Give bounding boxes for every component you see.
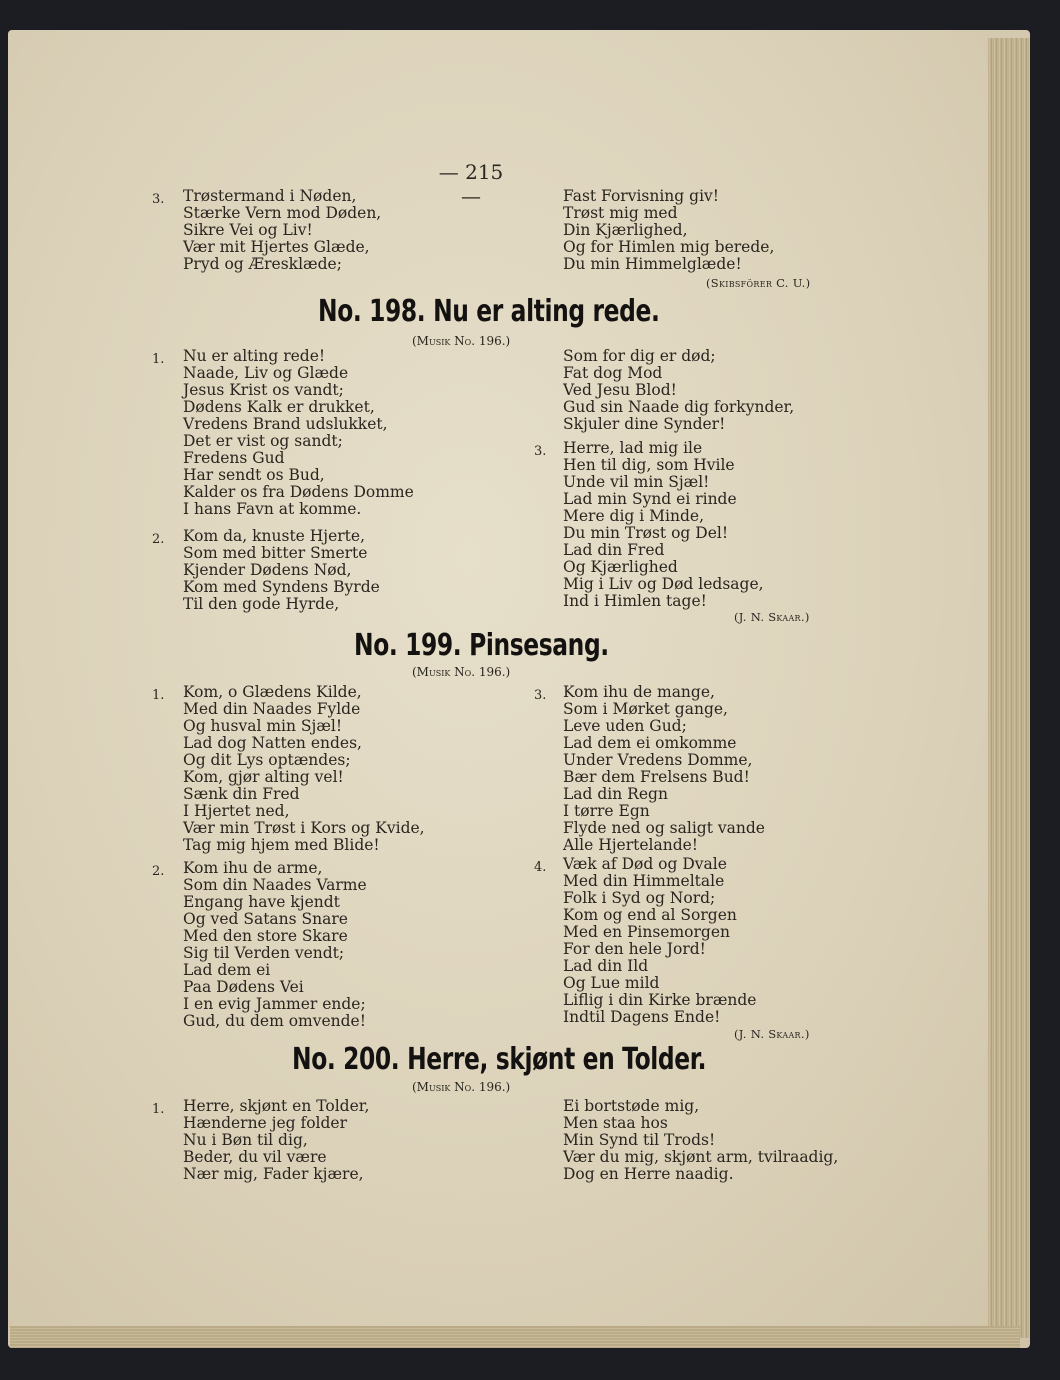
verse-line: Tag mig hjem med Blide! — [183, 836, 380, 854]
verse-line: Leve uden Gud; — [563, 717, 687, 735]
verse-line: Skjuler dine Synder! — [563, 415, 726, 433]
verse-line: Kjender Dødens Nød, — [183, 561, 352, 579]
verse-line: Folk i Syd og Nord; — [563, 889, 716, 907]
verse-line: Som din Naades Varme — [183, 876, 367, 894]
verse-line: Min Synd til Trods! — [563, 1131, 716, 1149]
verse-line: Ei bortstøde mig, — [563, 1097, 700, 1115]
verse-line: I en evig Jammer ende; — [183, 995, 366, 1013]
verse-line: Sig til Verden vendt; — [183, 944, 345, 962]
verse-line: Du min Himmelglæde! — [563, 255, 742, 273]
verse-line: Kalder os fra Dødens Domme — [183, 483, 414, 501]
prev-hymn-right-column — [563, 188, 774, 273]
verse-line: Nær mig, Fader kjære, — [183, 1165, 364, 1183]
hymn-title: No. 199. Pinsesang. — [354, 628, 609, 663]
verse-line: Kom ihu de mange, — [563, 683, 715, 701]
verse-line: Kom med Syndens Byrde — [183, 578, 380, 596]
verse-line: Dødens Kalk er drukket, — [183, 398, 375, 416]
verse-line: Dog en Herre naadig. — [563, 1165, 734, 1183]
verse-line: Har sendt os Bud, — [183, 466, 325, 484]
verse-number: 2. — [152, 532, 165, 547]
verse-number: 3. — [152, 192, 165, 207]
verse-line: Bær dem Frelsens Bud! — [563, 768, 750, 786]
verse-line: Lad dem ei omkomme — [563, 734, 737, 752]
verse-line: Kom da, knuste Hjerte, — [183, 527, 366, 545]
hymn198-verse1 — [183, 348, 414, 518]
hymn199-verse4 — [563, 856, 757, 1026]
attribution: (J. N. Skaar.) — [734, 610, 810, 624]
page-number: — 215 — — [438, 160, 504, 208]
hymn-title: No. 198. Nu er alting rede. — [318, 294, 660, 329]
verse-line: Nu i Bøn til dig, — [183, 1131, 308, 1149]
verse-line: Og for Himlen mig berede, — [563, 238, 775, 256]
music-reference: (Musik No. 196.) — [412, 334, 511, 348]
verse-number: 1. — [152, 352, 165, 367]
verse-line: Fast Forvisning giv! — [563, 187, 720, 205]
hymn199-verse1 — [183, 684, 425, 854]
verse-line: For den hele Jord! — [563, 940, 706, 958]
hymn200-verse1 — [183, 1098, 369, 1183]
verse-line: Pryd og Æresklæde; — [183, 255, 342, 273]
prev-hymn-left-column — [183, 188, 381, 273]
verse-line: Mere dig i Minde, — [563, 507, 704, 525]
attribution: (Skibsförer C. U.) — [706, 276, 811, 290]
attribution: (J. N. Skaar.) — [734, 1027, 810, 1041]
verse-line: Gud sin Naade dig forkynder, — [563, 398, 795, 416]
verse-line: Med den store Skare — [183, 927, 348, 945]
verse-line: Det er vist og sandt; — [183, 432, 343, 450]
verse-line: Indtil Dagens Ende! — [563, 1008, 721, 1026]
verse-line: Væk af Død og Dvale — [563, 855, 727, 873]
verse-line: Ind i Himlen tage! — [563, 592, 707, 610]
verse-line: Som med bitter Smerte — [183, 544, 368, 562]
verse-number: 4. — [534, 860, 547, 875]
verse-line: Mig i Liv og Død ledsage, — [563, 575, 764, 593]
verse-number: 3. — [534, 444, 547, 459]
verse-line: Og Lue mild — [563, 974, 660, 992]
verse-line: Din Kjærlighed, — [563, 221, 688, 239]
verse-line: Paa Dødens Vei — [183, 978, 304, 996]
verse-line: Og dit Lys optændes; — [183, 751, 351, 769]
verse-line: Beder, du vil være — [183, 1148, 327, 1166]
verse-line: Gud, du dem omvende! — [183, 1012, 366, 1030]
verse-line: I hans Favn at komme. — [183, 500, 362, 518]
verse-line: Jesus Krist os vandt; — [183, 381, 344, 399]
music-reference: (Musik No. 196.) — [412, 1080, 511, 1094]
verse-line: Hen til dig, som Hvile — [563, 456, 735, 474]
hymn-title: No. 200. Herre, skjønt en Tolder. — [292, 1042, 707, 1077]
verse-line: Sænk din Fred — [183, 785, 300, 803]
verse-line: Lad min Synd ei rinde — [563, 490, 737, 508]
verse-line: Og Kjærlighed — [563, 558, 678, 576]
verse-line: Og husval min Sjæl! — [183, 717, 343, 735]
verse-line: Lad din Ild — [563, 957, 649, 975]
verse-line: Herre, skjønt en Tolder, — [183, 1097, 370, 1115]
verse-line: Kom ihu de arme, — [183, 859, 323, 877]
verse-line: Under Vredens Domme, — [563, 751, 753, 769]
verse-line: Lad dem ei — [183, 961, 271, 979]
verse-line: Kom, o Glædens Kilde, — [183, 683, 362, 701]
verse-line: Og ved Satans Snare — [183, 910, 348, 928]
verse-line: Flyde ned og saligt vande — [563, 819, 765, 837]
verse-line: Lad din Fred — [563, 541, 665, 559]
hymn199-verse3 — [563, 684, 765, 854]
verse-line: Kom og end al Sorgen — [563, 906, 737, 924]
verse-line: Kom, gjør alting vel! — [183, 768, 344, 786]
verse-line: Til den gode Hyrde, — [183, 595, 340, 613]
verse-line: Lad dog Natten endes, — [183, 734, 362, 752]
verse-number: 1. — [152, 1102, 165, 1117]
verse-line: Fat dog Mod — [563, 364, 663, 382]
verse-line: Sikre Vei og Liv! — [183, 221, 313, 239]
verse-line: Men staa hos — [563, 1114, 668, 1132]
page-edge-stack — [988, 38, 1030, 1338]
verse-line: Unde vil min Sjæl! — [563, 473, 710, 491]
verse-line: Lad din Regn — [563, 785, 668, 803]
verse-line: Trøst mig med — [563, 204, 678, 222]
verse-line: Ved Jesu Blod! — [563, 381, 677, 399]
verse-line: Som i Mørket gange, — [563, 700, 728, 718]
verse-line: I Hjertet ned, — [183, 802, 290, 820]
verse-number: 3. — [534, 688, 547, 703]
verse-line: I tørre Egn — [563, 802, 650, 820]
verse-line: Vredens Brand udslukket, — [183, 415, 388, 433]
verse-line: Stærke Vern mod Døden, — [183, 204, 382, 222]
verse-line: Alle Hjertelande! — [563, 836, 699, 854]
verse-number: 1. — [152, 688, 165, 703]
hymn198-verse2-continued — [563, 348, 794, 433]
hymn198-verse3 — [563, 440, 764, 610]
verse-line: Hænderne jeg folder — [183, 1114, 348, 1132]
verse-line: Herre, lad mig ile — [563, 439, 703, 457]
verse-line: Du min Trøst og Del! — [563, 524, 729, 542]
verse-line: Nu er alting rede! — [183, 347, 326, 365]
hymn200-verse1-continued — [563, 1098, 838, 1183]
verse-number: 2. — [152, 864, 165, 879]
verse-line: Vær du mig, skjønt arm, tvilraadig, — [563, 1148, 839, 1166]
hymn199-verse2 — [183, 860, 367, 1030]
verse-line: Liflig i din Kirke brænde — [563, 991, 757, 1009]
verse-line: Trøstermand i Nøden, — [183, 187, 357, 205]
verse-line: Vær mit Hjertes Glæde, — [183, 238, 370, 256]
verse-line: Vær min Trøst i Kors og Kvide, — [183, 819, 425, 837]
verse-line: Fredens Gud — [183, 449, 285, 467]
page-bottom-edge — [10, 1326, 1020, 1348]
verse-line: Som for dig er død; — [563, 347, 716, 365]
verse-line: Med din Naades Fylde — [183, 700, 361, 718]
hymn198-verse2 — [183, 528, 380, 613]
music-reference: (Musik No. 196.) — [412, 665, 511, 679]
verse-line: Med din Himmeltale — [563, 872, 725, 890]
verse-line: Med en Pinsemorgen — [563, 923, 730, 941]
verse-line: Naade, Liv og Glæde — [183, 364, 349, 382]
verse-line: Engang have kjendt — [183, 893, 340, 911]
